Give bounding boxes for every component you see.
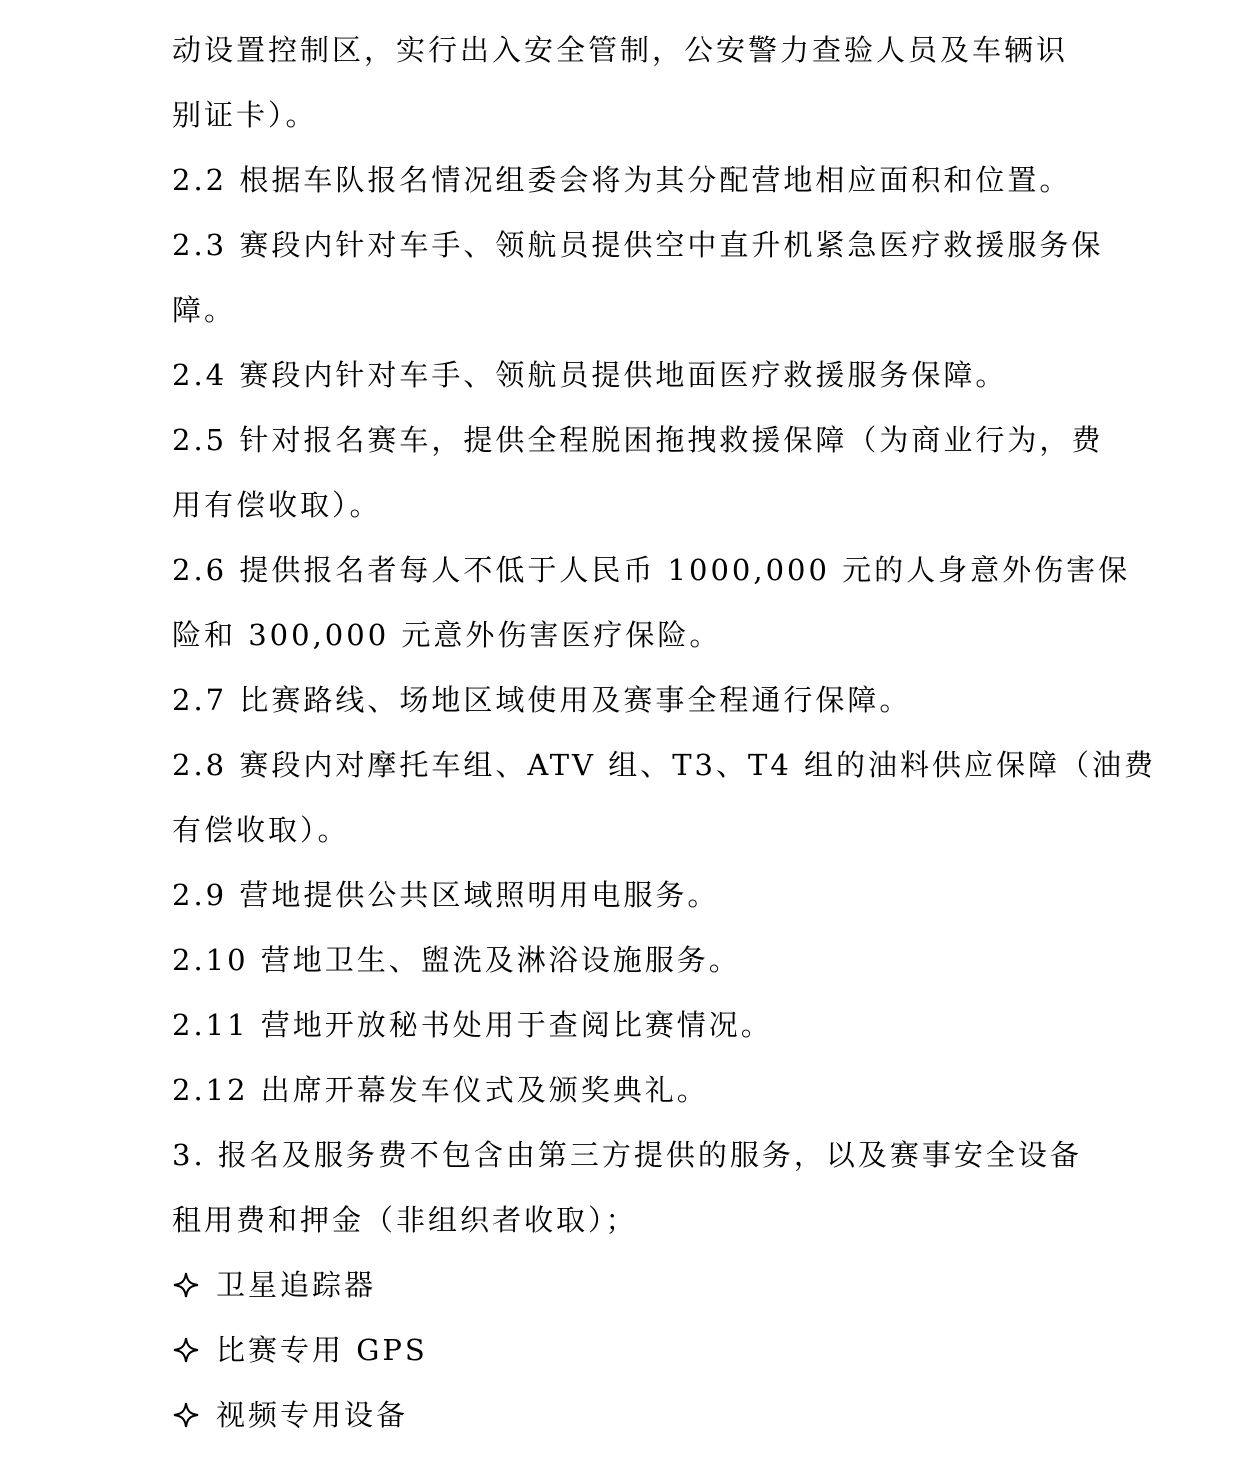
- text-line: 2.6 提供报名者每人不低于人民币 1000,000 元的人身意外伤害保: [172, 553, 1131, 587]
- text-line: 动设置控制区，实行出入安全管制，公安警力查验人员及车辆识: [172, 33, 1069, 67]
- text-line: 2.12 出席开幕发车仪式及颁奖典礼。: [172, 1073, 709, 1107]
- text-line: 2.7 比赛路线、场地区域使用及赛事全程通行保障。: [172, 683, 912, 717]
- text-line: 障。: [172, 293, 237, 327]
- text-line: 2.5 针对报名赛车，提供全程脱困拖拽救援保障（为商业行为，费: [172, 423, 1104, 457]
- four-point-star-icon: [172, 1271, 200, 1299]
- text-line: 租用费和押金（非组织者收取）；: [172, 1203, 638, 1237]
- document-page: [172, 0, 1157, 1476]
- bullet-item: [172, 1330, 428, 1370]
- text-line: 2.9 营地提供公共区域照明用电服务。: [172, 878, 720, 912]
- text-line: 有偿收取）。: [172, 813, 350, 847]
- text-line: 3. 报名及服务费不包含由第三方提供的服务，以及赛事安全设备: [172, 1138, 1082, 1172]
- text-line: 2.11 营地开放秘书处用于查阅比赛情况。: [172, 1008, 773, 1042]
- bullet-item: [172, 1395, 408, 1435]
- text-line: 2.2 根据车队报名情况组委会将为其分配营地相应面积和位置。: [172, 163, 1072, 197]
- text-line: 2.8 赛段内对摩托车组、ATV 组、T3、T4 组的油料供应保障（油费: [172, 748, 1157, 782]
- text-line: 险和 300,000 元意外伤害医疗保险。: [172, 618, 722, 652]
- bullet-text: 比赛专用 GPS: [216, 1333, 428, 1367]
- four-point-star-icon: [172, 1401, 200, 1429]
- text-line: 2.4 赛段内针对车手、领航员提供地面医疗救援服务保障。: [172, 358, 1008, 392]
- four-point-star-icon: [172, 1336, 200, 1364]
- text-line: 2.10 营地卫生、盥洗及淋浴设施服务。: [172, 943, 741, 977]
- bullet-item: [172, 1265, 376, 1305]
- text-line: 用有偿收取）。: [172, 488, 382, 522]
- text-line: 2.3 赛段内针对车手、领航员提供空中直升机紧急医疗救援服务保: [172, 228, 1104, 262]
- bullet-text: 视频专用设备: [216, 1398, 409, 1432]
- text-line: 别证卡）。: [172, 98, 318, 132]
- bullet-text: 卫星追踪器: [216, 1268, 377, 1302]
